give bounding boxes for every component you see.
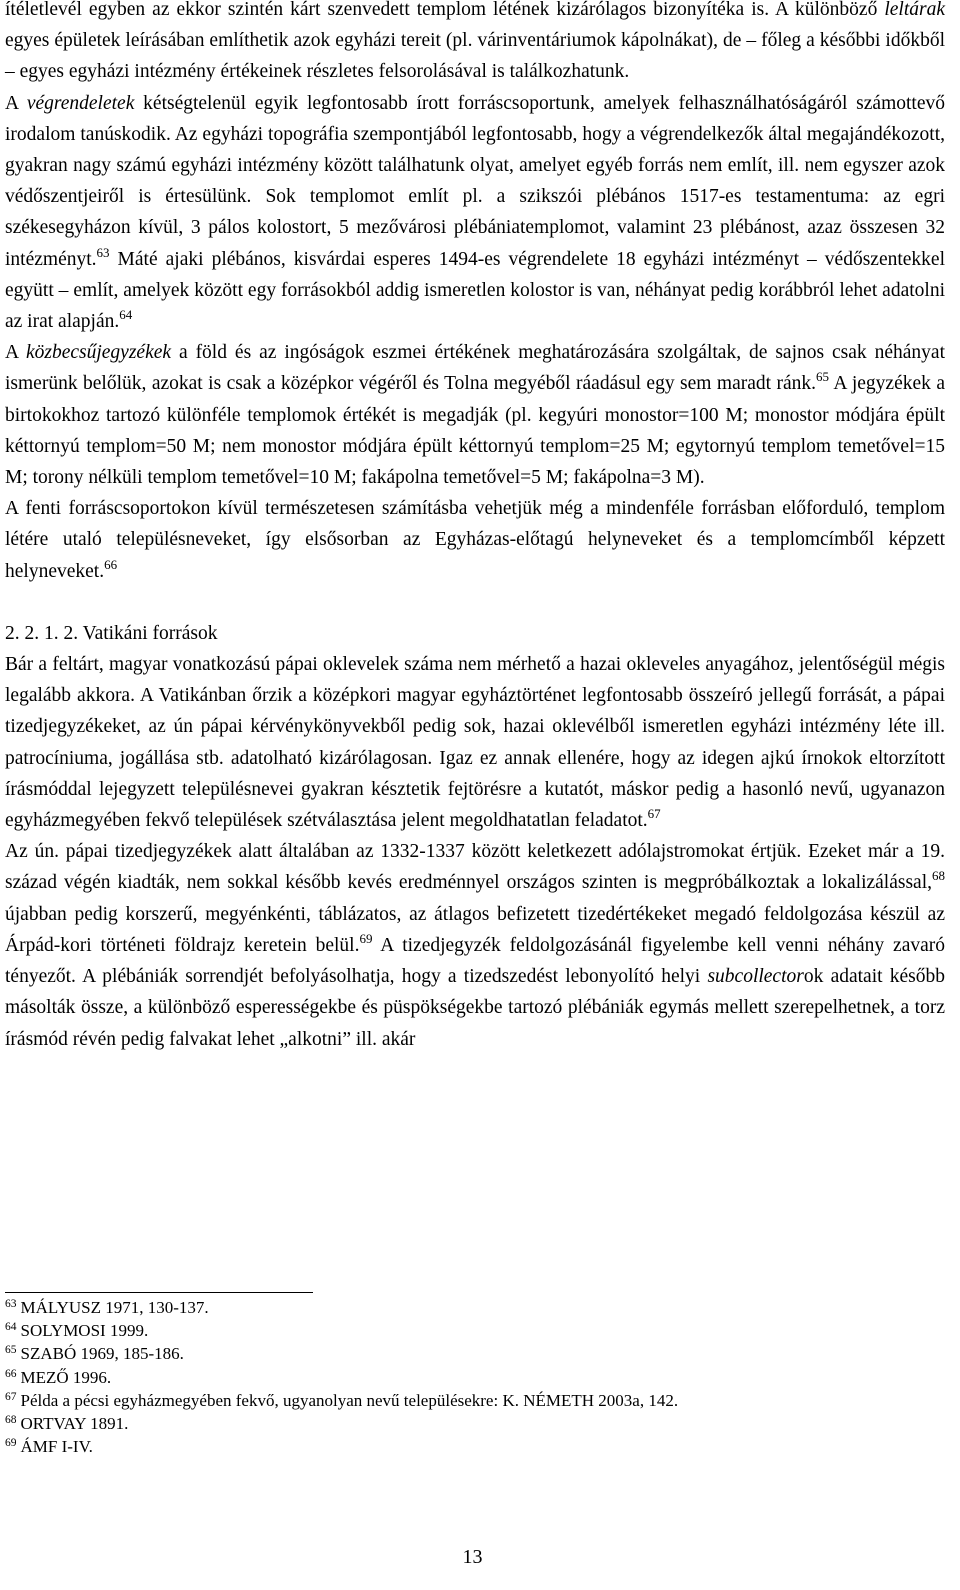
text-run: A tizedjegyzék feldolgozásánál figyelembe kell venni néhány zavaró tényezőt. A plébániák sorrendjét befolyásolhatja, hogy a tizedszedést lebonyolító helyi xyxy=(5,934,945,988)
body-text xyxy=(5,0,945,1055)
text-run: Az ún. pápai tizedjegyzékek alatt általában az 1332-1337 között keletkezett adólajstromokat értjük. Ezeket már a 19. század végén kiadták, nem sokkal később kevés eredménnyel országos szinten is megpróbálkoztak a lokalizálással, xyxy=(5,841,945,894)
italic-text: leltárak xyxy=(884,0,945,20)
footnote-text: SZABÓ 1969, 185-186. xyxy=(20,1344,184,1364)
italic-text: subcollector xyxy=(707,966,804,988)
text-run: A xyxy=(5,342,26,364)
footnote-reference[interactable]: 69 xyxy=(359,930,373,946)
page-number: 13 xyxy=(462,1546,483,1568)
text-run: A jegyzékek a birtokokhoz tartozó különféle templomok értékét is megadják (pl. kegyúri monostor=100 M; monostor módjára épült kéttornyú templom=50 M; nem monostor módjára épült kéttornyú templom=25 M; egytornyú templom temetővel=15 M; torony nélküli templom temetővel=10 M; fakápolna temetővel=5 M; fakápolna=3 M). xyxy=(5,373,946,489)
footnotes xyxy=(5,1296,945,1458)
paragraph xyxy=(5,836,945,1054)
paragraph xyxy=(5,649,945,836)
footnote-reference[interactable]: 64 xyxy=(119,307,133,323)
footnote-reference[interactable]: 68 xyxy=(932,868,945,884)
footnote xyxy=(5,1435,945,1458)
footnote xyxy=(5,1366,945,1389)
footnote-text: MEZŐ 1996. xyxy=(20,1367,112,1387)
footnote-text: MÁLYUSZ 1971, 130-137. xyxy=(20,1298,209,1317)
footnote-reference[interactable]: 66 xyxy=(104,556,118,572)
text-run: A xyxy=(5,92,27,114)
footnote-text: SOLYMOSI 1999. xyxy=(20,1321,149,1341)
paragraphs-before-heading xyxy=(5,0,945,587)
footnote-separator xyxy=(5,1292,313,1293)
footnote-number: 63 xyxy=(5,1298,17,1310)
italic-text: közbecsűjegyzékek xyxy=(25,342,172,364)
paragraph xyxy=(5,88,945,338)
italic-text: végrendeletek xyxy=(26,92,135,114)
text-run: Bár a feltárt, magyar vonatkozású pápai oklevelek száma nem mérhető a hazai okleveles anyagához, jelentőségül mégis legalább akkora. A Vatikánban őrzik a középkori magyar egyháztörténet legfontosabb összeíró jellegű forrását, a pápai tizedjegyzékeket, az ún pápai kérvénykönyvekből pedig sok, hazai oklevélből ismeretlen egyházi intézmény léte ill. patrocíniuma, jogállása stb. adatolható kizárólagosan. Igaz ez annak ellenére, hogy az idegen ajkú írnokok eltorzított írásmóddal lejegyzett településnevei gyakran késztetik fejtörésre a kutatót, máskor pedig a hasonló nevű, ugyanazon egyházmegyében fekvő települések szétválasztása jelent megoldhatatlan feladatot. xyxy=(5,654,945,832)
footnote-reference[interactable]: 65 xyxy=(816,369,830,385)
section-spacer xyxy=(5,587,945,618)
footnote xyxy=(5,1342,945,1365)
footnote-text: Példa a pécsi egyházmegyében fekvő, ugyanolyan nevű településekre: K. NÉMETH 2003a, 142. xyxy=(20,1390,679,1410)
footnote xyxy=(5,1389,945,1412)
footnote-number: 68 xyxy=(5,1414,17,1427)
footnote-number: 65 xyxy=(5,1344,17,1357)
footnote xyxy=(5,1296,945,1319)
paragraph xyxy=(5,0,945,88)
text-run: Máté ajaki plébános, kisvárdai esperes 1494-es végrendelete 18 egyházi intézményt – védőszentekkel együtt – említ, amelyek között egy forrásokból addig ismeretlen kolostor is van, néhányat pedig korábbról lehet adatolni az irat alapján. xyxy=(5,248,945,333)
paragraph xyxy=(5,493,945,587)
text-run: újabban pedig korszerű, megyénkénti, táblázatos, az átlagos befizetett tizedértékeket megadó feldolgozása készül az Árpád-kori történeti földrajz keretein belül. xyxy=(5,903,945,956)
footnote-reference[interactable]: 67 xyxy=(647,806,661,822)
footnote-number: 69 xyxy=(5,1437,17,1450)
footnote-text: ORTVAY 1891. xyxy=(20,1414,129,1434)
footnote-text: ÁMF I-IV. xyxy=(20,1437,93,1457)
text-run: egyes épületek leírásában említhetik azok egyházi tereit (pl. várinventáriumok kápolnákat), de – főleg a későbbi időkből – egyes egyházi intézmény értékeinek részletes felsorolásával is találkozhatunk. xyxy=(5,30,945,83)
text-run: kétségtelenül egyik legfontosabb írott forráscsoportunk, amelyek felhasználhatóságáról számottevő irodalom tanúskodik. Az egyházi topográfia szempontjából legfontosabb, hogy a végrendelkezők által megajándékozott, gyakran nagy számú egyházi intézmény között találhatunk olyat, amelyet egyéb forrás nem említ, ill. nem egyszer azok védőszentjeiről is értesülünk. Sok templomot említ pl. a szikszói plébános 1517-es testamentuma: az egri székesegyházon kívül, 3 pálos kolostort, 5 mezővárosi plébániatemplomot, valamint 23 plébánost, azaz összesen 32 intézményt. xyxy=(5,92,945,270)
section-heading: 2. 2. 1. 2. Vatikáni források xyxy=(5,622,218,644)
paragraphs-after-heading xyxy=(5,649,945,1055)
footnote xyxy=(5,1319,945,1342)
text-run: ítéletlevél egyben az ekkor szintén kárt szenvedett templom létének kizárólagos bizonyítéka is. A különböző xyxy=(5,0,885,20)
footnote-number: 64 xyxy=(5,1321,17,1334)
footnote xyxy=(5,1412,945,1435)
text-run: A fenti forráscsoportokon kívül természetesen számításba vehetjük még a mindenféle forrásban előforduló, templom létére utaló településneveket, így elsősorban az Egyházas-előtagú helyneveket és a templomcímből képzett helyneveket. xyxy=(5,498,945,582)
text-run: a föld és az ingóságok eszmei értékének meghatározására szolgáltak, de sajnos csak néhányat ismerünk belőlük, azokat is csak a középkor végéről és Tolna megyéből ráadásul egy sem maradt ránk. xyxy=(5,342,945,395)
footnote-reference[interactable]: 63 xyxy=(96,244,110,260)
footnote-number: 67 xyxy=(5,1390,17,1403)
footnote-number: 66 xyxy=(5,1367,17,1380)
text-run: ok adatait később másolták össze, a különböző esperességekbe és püspökségekbe tartozó plébániák egymás mellett szerepelhetnek, a torz írásmód révén pedig falvakat lehet „alkotni” ill. akár xyxy=(5,966,945,1050)
paragraph xyxy=(5,337,945,493)
